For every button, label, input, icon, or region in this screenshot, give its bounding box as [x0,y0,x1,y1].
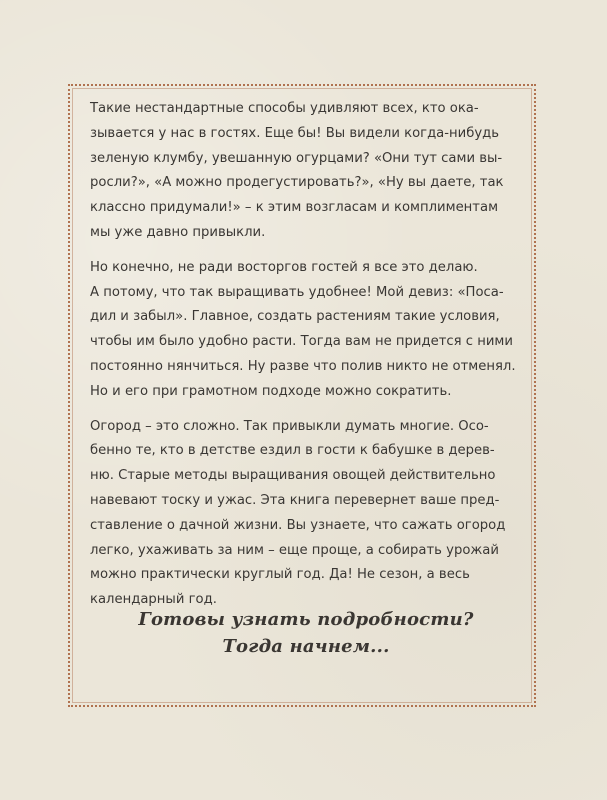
text-line: ставление о дачной жизни. Вы узнаете, что сажать огород [90,517,506,533]
text-line: зывается у нас в гостях. Еще бы! Вы видели когда-нибудь [90,125,500,141]
text-line: мы уже давно привыкли. [90,224,266,240]
text-line: бенно те, кто в детстве ездил в гости к бабушке в дерев- [90,443,495,459]
text-line: ню. Старые методы выращивания овощей действительно [90,468,496,484]
text-line: росли?», «А можно продегустировать?», «Ну вы даете, так [90,175,504,191]
paragraph-1 [90,97,520,246]
closing-line-1: Готовы узнать подробности? [138,609,474,630]
text-line: легко, ухаживать за ним – еще проще, а собирать урожай [90,542,499,558]
text-line: Огород – это сложно. Так привыкли думать многие. Осо- [90,418,489,434]
body-text [90,97,520,623]
text-line: календарный год. [90,592,217,608]
closing-phrase [90,606,522,660]
text-line: можно практически круглый год. Да! Не сезон, а весь [90,567,470,583]
text-line: постоянно нянчиться. Ну разве что полив никто не отменял. [90,358,516,374]
text-line: Но конечно, не ради восторгов гостей я все это делаю. [90,259,478,275]
text-line: Такие нестандартные способы удивляют всех, кто ока- [90,101,479,116]
text-line: Но и его при грамотном подходе можно сократить. [90,383,452,399]
text-line: зеленую клумбу, увешанную огурцами? «Они тут сами вы- [90,150,503,166]
text-line: А потому, что так выращивать удобнее! Мой девиз: «Поса- [90,284,504,300]
closing-line-2: Тогда начнем... [222,636,390,657]
paragraph-2 [90,256,520,405]
text-line: чтобы им было удобно расти. Тогда вам не придется с ними [90,334,513,350]
text-line: классно придумали!» – к этим возгласам и комплиментам [90,200,499,216]
text-line: навевают тоску и ужас. Эта книга перевернет ваше пред- [90,492,500,508]
paragraph-3 [90,415,520,613]
text-line: дил и забыл». Главное, создать растениям такие условия, [90,309,500,325]
